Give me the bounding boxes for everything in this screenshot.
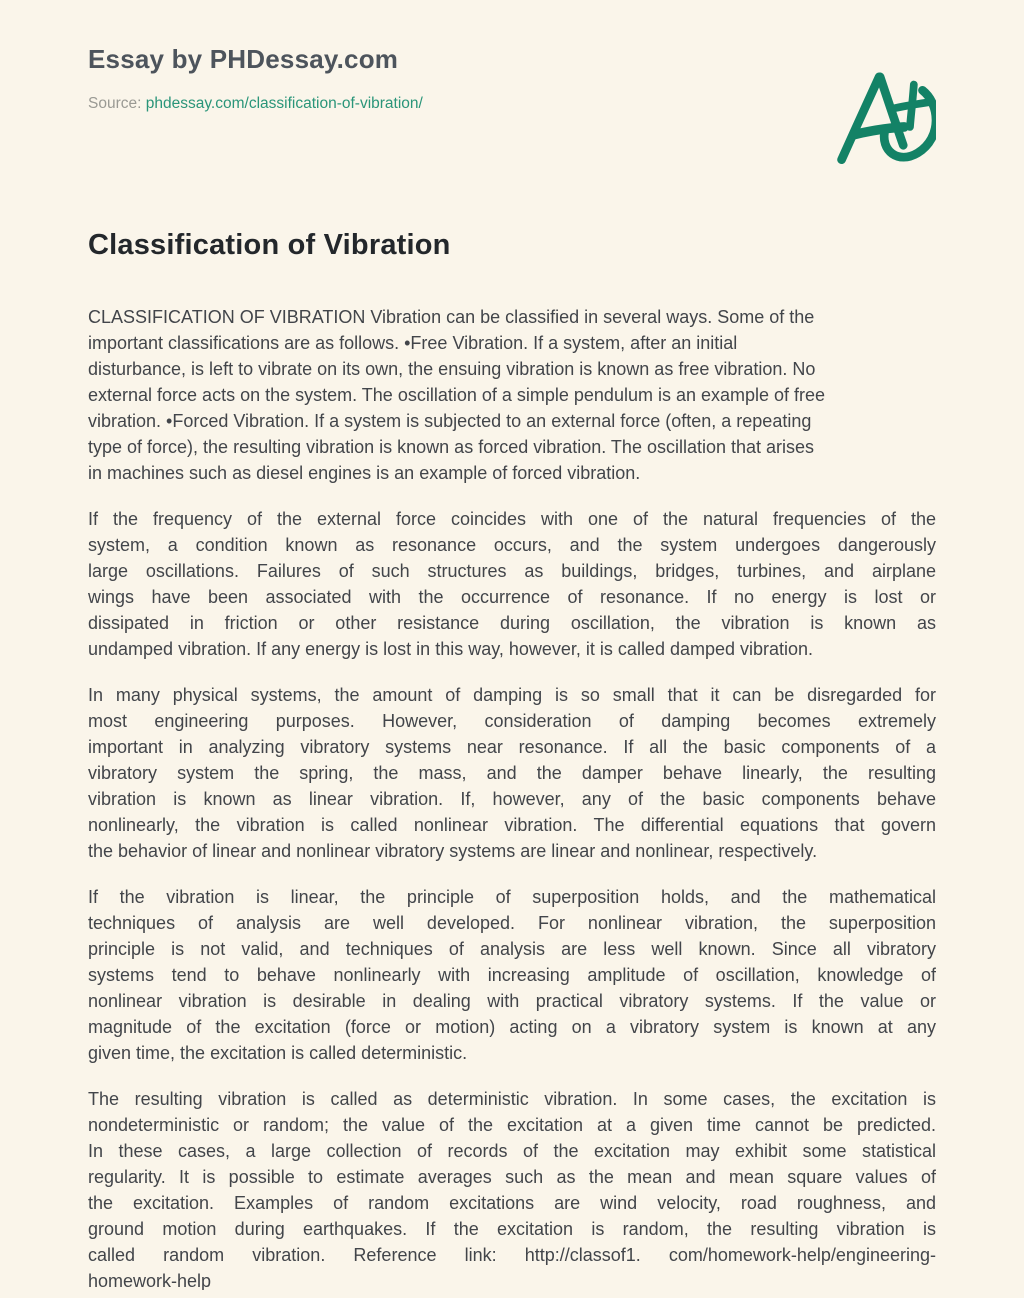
text-line: CLASSIFICATION OF VIBRATION Vibration can be classified in several ways. Some of the: [88, 307, 815, 327]
text-line: vibration. •Forced Vibration. If a system is subjected to an external force (often, a repeating: [88, 411, 812, 431]
text-line: important in analyzing vibratory systems near resonance. If all the basic components of a: [88, 737, 936, 757]
text-line: nonlinearly, the vibration is called nonlinear vibration. The differential equations that govern: [88, 815, 936, 835]
text-line: disturbance, is left to vibrate on its own, the ensuing vibration is known as free vibration. No: [88, 359, 816, 379]
text-line: the behavior of linear and nonlinear vibratory systems are linear and nonlinear, respectively.: [88, 841, 818, 861]
page-header: [88, 44, 936, 168]
text-line: external force acts on the system. The oscillation of a simple pendulum is an example of free: [88, 385, 826, 405]
text-line: nonlinear vibration is desirable in dealing with practical vibratory systems. If the value or: [88, 991, 936, 1011]
a-plus-logo-icon: [830, 56, 936, 168]
text-line: vibration is known as linear vibration. If, however, any of the basic components behave: [88, 789, 936, 809]
text-line: system, a condition known as resonance occurs, and the system undergoes dangerously: [88, 535, 936, 555]
text-line: In many physical systems, the amount of damping is so small that it can be disregarded for: [88, 685, 936, 705]
text-line: If the frequency of the external force coincides with one of the natural frequencies of the: [88, 509, 936, 529]
essay-title: Classification of Vibration: [88, 229, 451, 261]
text-line: important classifications are as follows. •Free Vibration. If a system, after an initial: [88, 333, 738, 353]
text-line: regularity. It is possible to estimate averages such as the mean and mean square values of: [88, 1167, 936, 1187]
essay-paragraph: [88, 304, 936, 486]
text-line: type of force), the resulting vibration is known as forced vibration. The oscillation that arises: [88, 437, 815, 457]
text-line: called random vibration. Reference link: http://classof1. com/homework-help/engineering-: [88, 1245, 936, 1265]
essay-paragraph: [88, 884, 936, 1066]
text-line: In these cases, a large collection of records of the excitation may exhibit some statistical: [88, 1141, 936, 1161]
text-line: the excitation. Examples of random excitations are wind velocity, road roughness, and: [88, 1193, 936, 1213]
text-line: undamped vibration. If any energy is lost in this way, however, it is called damped vibration.: [88, 639, 814, 659]
essay-paragraph: [88, 1086, 936, 1290]
text-line: techniques of analysis are well developed. For nonlinear vibration, the superposition: [88, 913, 936, 933]
text-line: dissipated in friction or other resistance during oscillation, the vibration is known as: [88, 613, 936, 633]
text-line: homework-help: [88, 1271, 212, 1290]
essay-paragraph: [88, 682, 936, 864]
text-line: in machines such as diesel engines is an example of forced vibration.: [88, 463, 641, 483]
text-line: large oscillations. Failures of such structures as buildings, bridges, turbines, and airplane: [88, 561, 936, 581]
site-title: Essay by PHDessay.com: [88, 44, 399, 74]
source-label: Source:: [88, 95, 142, 112]
essay-body: [88, 304, 936, 1290]
text-line: systems tend to behave nonlinearly with increasing amplitude of oscillation, knowledge of: [88, 965, 936, 985]
source-link[interactable]: phdessay.com/classification-of-vibration/: [145, 95, 423, 112]
header-text-block: [88, 44, 423, 113]
text-line: nondeterministic or random; the value of the excitation at a given time cannot be predicted.: [88, 1115, 936, 1135]
text-line: vibratory system the spring, the mass, and the damper behave linearly, the resulting: [88, 763, 936, 783]
essay-paragraph: [88, 506, 936, 662]
text-line: magnitude of the excitation (force or motion) acting on a vibratory system is known at any: [88, 1017, 936, 1037]
text-line: The resulting vibration is called as deterministic vibration. In some cases, the excitation is: [88, 1089, 936, 1109]
text-line: ground motion during earthquakes. If the excitation is random, the resulting vibration is: [88, 1219, 936, 1239]
text-line: given time, the excitation is called deterministic.: [88, 1043, 468, 1063]
text-line: If the vibration is linear, the principle of superposition holds, and the mathematical: [88, 887, 936, 907]
text-line: principle is not valid, and techniques of analysis are less well known. Since all vibratory: [88, 939, 936, 959]
text-line: most engineering purposes. However, consideration of damping becomes extremely: [88, 711, 936, 731]
text-line: wings have been associated with the occurrence of resonance. If no energy is lost or: [88, 587, 936, 607]
source-line: [88, 95, 423, 113]
